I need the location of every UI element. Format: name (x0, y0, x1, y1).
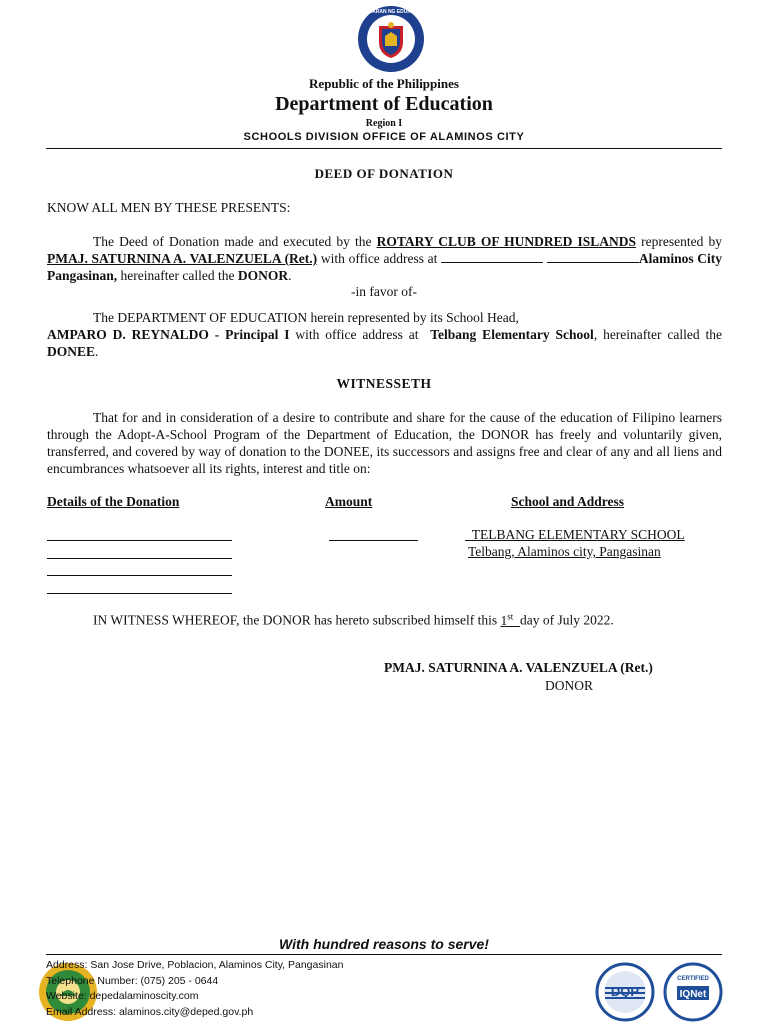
witness-text-a: IN WITNESS WHEREOF, the DONOR has hereto subscribed himself this (93, 612, 498, 628)
footer-address: Address: San Jose Drive, Poblacion, Alaminos City, Pangasinan (46, 959, 344, 971)
day-suffix: st (507, 611, 514, 621)
division-line: SCHOOLS DIVISION OFFICE OF ALAMINOS CITY (243, 131, 525, 143)
witness-text-b: day of July 2022. (520, 612, 614, 628)
region-line: Region I (365, 118, 403, 129)
school-address: Telbang, Alaminos city, Pangasinan (468, 544, 661, 559)
dqp-logo-text: DQP (610, 984, 640, 999)
school-head: AMPARO D. REYNALDO - Principal I (47, 327, 290, 342)
school-name (465, 527, 685, 543)
donor-paragraph (47, 233, 722, 284)
details-blank-line (47, 575, 232, 576)
signatory-role: DONOR (545, 678, 594, 693)
footer-contact-block (46, 958, 343, 1020)
col-amount-header: Amount (325, 494, 373, 509)
header-divider (46, 148, 722, 149)
department-title: Department of Education (275, 93, 493, 115)
consideration-paragraph: That for and in consideration of a desire to contribute and share for the cause of the education of Filipino learners through the Adopt-A-School Program of the Department of Education, the DONOR has freely and voluntarily given, transferred, and covered by way of donation to the DONEE, its successors and assigns free and clear of any and all liens and encumbrances whatsoever all its rights, interest and title on: (47, 410, 722, 476)
amount-blank-line (329, 540, 418, 541)
signatory-name: PMAJ. SATURNINA A. VALENZUELA (Ret.) (384, 660, 653, 675)
donee-intro: The DEPARTMENT OF EDUCATION herein represented by its School Head, (93, 310, 519, 325)
donor-address: Alaminos City Pangasinan, (47, 251, 723, 283)
col-details-header: Details of the Donation (47, 494, 180, 509)
p2-text-c: , hereinafter called the (593, 327, 723, 342)
witnesseth-heading: WITNESSETH (336, 376, 432, 391)
document-title: DEED OF DONATION (314, 166, 454, 181)
donor-organization: ROTARY CLUB OF HUNDRED ISLANDS (376, 234, 637, 249)
footer-divider (46, 954, 722, 955)
dqp-certification-logo (595, 962, 655, 1022)
intro-line: KNOW ALL MEN BY THESE PRESENTS: (47, 200, 291, 215)
footer-email[interactable]: Email Address: alaminos.city@deped.gov.ph (46, 1005, 254, 1018)
deped-seal-logo (356, 4, 426, 74)
witness-line (93, 611, 614, 629)
p2-text-b: with office address at (295, 327, 419, 342)
details-blank-line (47, 540, 232, 541)
p2-end: . (95, 344, 99, 359)
address-blank-1 (441, 250, 543, 263)
donor-representative: PMAJ. SATURNINA A. VALENZUELA (Ret.) (47, 251, 318, 266)
p1-end: . (288, 268, 292, 283)
p1-text-c: with office address at (320, 251, 438, 266)
seal-text: KAGAWARAN NG EDUKASYON (356, 9, 426, 15)
footer-website[interactable]: Website: depedalaminoscity.com (46, 990, 199, 1002)
iqnet-certification-logo (663, 962, 723, 1022)
footer-phone: Telephone Number: (075) 205 - 0644 (46, 974, 219, 987)
iqnet-logo-text: IQNet (679, 989, 707, 1000)
p1-text-a: The Deed of Donation made and executed by the (93, 234, 372, 249)
in-favor-line: -in favor of- (351, 284, 417, 299)
p1-text-d: hereinafter called the (120, 268, 235, 283)
p1-text-b: represented by (641, 234, 722, 249)
donee-paragraph (47, 326, 722, 360)
col-school-header: School and Address (511, 494, 625, 509)
school-name-text: TELBANG ELEMENTARY SCHOOL (471, 527, 685, 542)
address-blank-2 (547, 250, 639, 263)
donor-label: DONOR (237, 268, 289, 283)
details-blank-line (47, 558, 232, 559)
donee-school: Telbang Elementary School (430, 327, 594, 342)
day-number: 1 (500, 612, 508, 628)
details-blank-line (47, 593, 232, 594)
motto: With hundred reasons to serve! (279, 936, 489, 952)
witness-day (501, 613, 521, 628)
iqnet-logo-top-text: CERTIFIED (677, 976, 709, 982)
donee-label: DONEE (47, 344, 96, 359)
republic-line: Republic of the Philippines (309, 76, 459, 91)
